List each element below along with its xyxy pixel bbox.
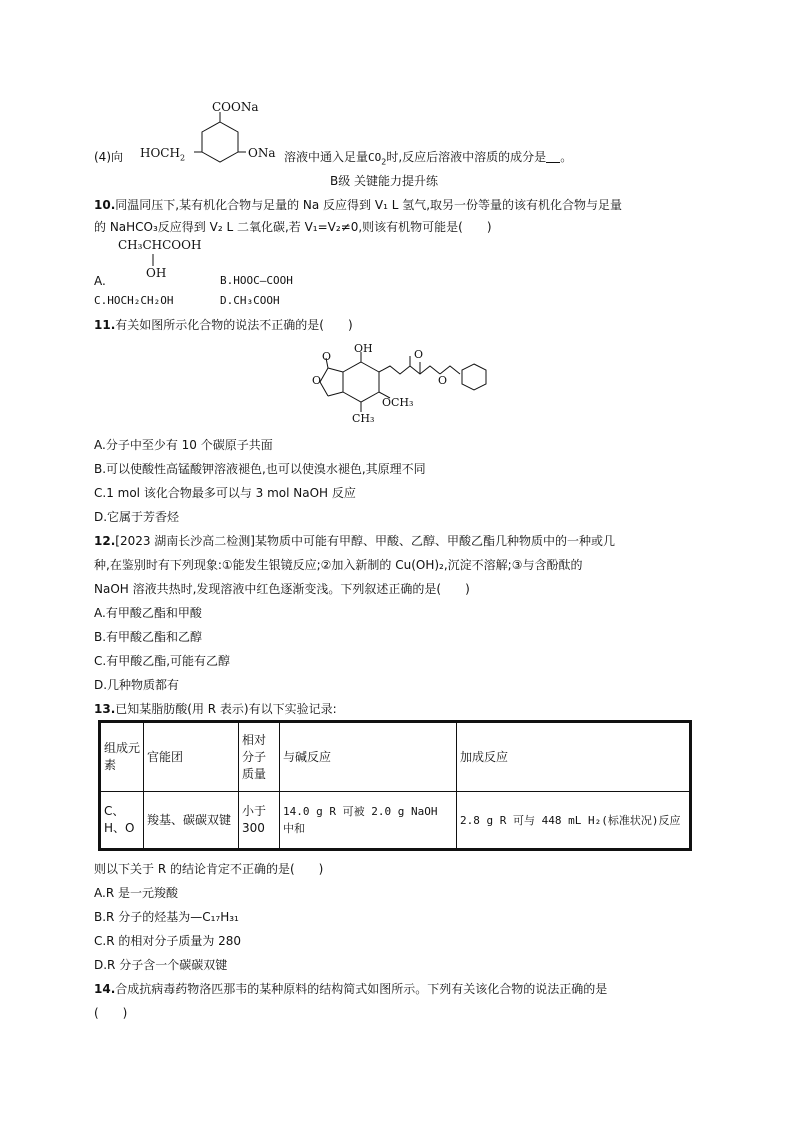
q11-ester-o2-label: O [438,374,448,387]
q13-option-c: C.R 的相对分子质量为 280 [94,934,242,948]
q11-ketone-o-label: O [322,350,332,363]
q12-line2: 种,在鉴别时有下列现象:①能发生银镜反应;②加入新制的 Cu(OH)₂,沉淀不溶解;③与含酚酞的 [94,558,583,572]
q14-line1: 14.合成抗病毒药物洛匹那韦的某种原料的结构简式如图所示。下列有关该化合物的说法正确的是 [94,982,608,996]
q12-option-d: D.几种物质都有 [94,678,180,692]
table-cell: 2.8 g R 可与 448 mL H₂(标准状况)反应 [457,792,691,850]
q14-line2: ( ) [94,1006,128,1020]
q13-after: 则以下关于 R 的结论肯定不正确的是( ) [94,862,324,876]
q10-line1: 10.同温同压下,某有机化合物与足量的 Na 反应得到 V₁ L 氢气,取另一份等量的该有机化合物与足量 [94,198,623,212]
section-b-heading: B级 关键能力提升练 [330,174,439,188]
table-cell: C、H、O [100,792,144,850]
q11-ring-o-label: O [312,374,322,387]
q9-4-text: 溶液中通入足量$CO_2$时,反应后溶液中溶质的成分是 。 [284,150,573,167]
q10-option-a-struct-bottom: OH [146,266,167,280]
table-header-cell: 与碱反应 [280,722,457,792]
q12-line3: NaOH 溶液共热时,发现溶液中红色逐渐变浅。下列叙述正确的是( ) [94,582,470,596]
q12-line1: 12.[2023 湖南长沙高二检测]某物质中可能有甲醇、甲酸、乙醇、甲酸乙酯几种物质中的一种或几 [94,534,615,548]
table-header-cell: 加成反应 [457,722,691,792]
q12-option-c: C.有甲酸乙酯,可能有乙醇 [94,654,231,668]
q10-option-c: C.HOCH₂CH₂OH [94,294,174,307]
q11-oh-label: OH [354,342,373,355]
q11-option-a: A.分子中至少有 10 个碳原子共面 [94,438,273,452]
q13-stem: 13.已知某脂肪酸(用 R 表示)有以下实验记录: [94,702,337,716]
table-header-cell: 官能团 [144,722,239,792]
ona-label: ONa [248,146,276,160]
answer-blank [546,150,560,163]
q13-option-d: D.R 分子含一个碳碳双键 [94,958,228,972]
q10-option-a-label: A. [94,274,106,288]
q10-option-d: D.CH₃COOH [220,294,280,307]
coona-label: COONa [212,100,259,114]
q11-option-c: C.1 mol 该化合物最多可以与 3 mol NaOH 反应 [94,486,356,500]
q11-ch3-label: CH₃ [352,412,375,425]
q10-option-a-struct-top: CH₃CHCOOH [118,238,202,252]
q10-line2: 的 NaHCO₃反应得到 V₂ L 二氧化碳,若 V₁=V₂≠0,则该有机物可能是( ) [94,220,492,234]
table-header-row [100,722,691,792]
hoch2-label: $HOCH_2$ [140,146,186,163]
table-header-cell: 相对分子质量 [239,722,280,792]
table-cell: 14.0 g R 可被 2.0 g NaOH 中和 [280,792,457,850]
q11-stem: 11.有关如图所示化合物的说法不正确的是( ) [94,318,353,332]
fatty-acid-table [98,720,692,851]
q13-option-b: B.R 分子的烃基为—C₁₇H₃₁ [94,910,239,924]
table-header-cell: 组成元素 [100,722,144,792]
q12-option-b: B.有甲酸乙酯和乙醇 [94,630,203,644]
q11-ester-o1-label: O [414,348,424,361]
q11-option-b: B.可以使酸性高锰酸钾溶液褪色,也可以使溴水褪色,其原理不同 [94,462,426,476]
q13-option-a: A.R 是一元羧酸 [94,886,178,900]
q11-option-d: D.它属于芳香烃 [94,510,180,524]
table-cell: 羧基、碳碳双键 [144,792,239,850]
q11-och3-label: OCH₃ [382,396,414,409]
table-row [100,792,691,850]
q12-option-a: A.有甲酸乙酯和甲酸 [94,606,202,620]
q10-option-b: B.HOOC—COOH [220,274,293,287]
table-cell: 小于300 [239,792,280,850]
q10-option-a-bond [150,254,156,266]
mycophenolate-benzyl-structure [306,340,496,430]
q9-4-prefix: (4)向 [94,150,123,164]
